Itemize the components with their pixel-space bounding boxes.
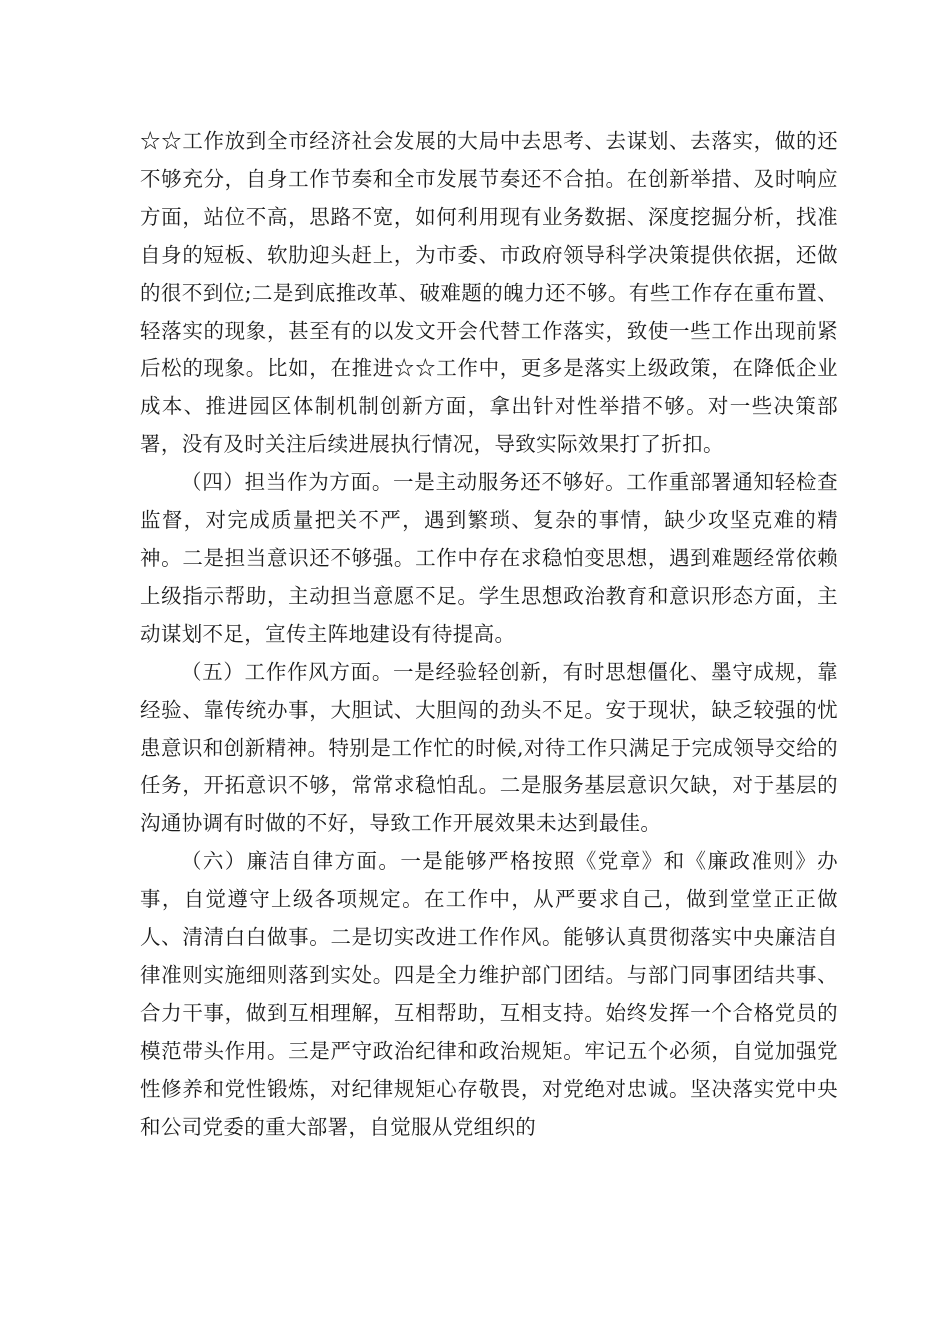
paragraph-continued: ☆☆工作放到全市经济社会发展的大局中去思考、去谋划、去落实，做的还不够充分，自身工作节奏和全市发展节奏还不合拍。在创新举措、及时响应方面，站位不高，思路不宽，如何利用现有业务数据、深度挖掘分析，找准自身的短板、软肋迎头赶上，为市委、市政府领导科学决策提供依据，还做的很不到位;二是到底推改革、破难题的魄力还不够。有些工作存在重布置、轻落实的现象，甚至有的以发文开会代替工作落实，致使一些工作出现前紧后松的现象。比如，在推进☆☆工作中，更多是落实上级政策，在降低企业成本、推进园区体制机制创新方面，拿出针对性举措不够。对一些决策部署，没有及时关注后续进展执行情况，导致实际效果打了折扣。 bbox=[140, 129, 838, 457]
paragraph-section-6: （六）廉洁自律方面。一是能够严格按照《党章》和《廉政准则》办事，自觉遵守上级各项规定。在工作中，从严要求自己，做到堂堂正正做人、清清白白做事。二是切实改进工作作风。能够认真贯彻落实中央廉洁自律准则实施细则落到实处。四是全力维护部门团结。与部门同事团结共事、合力干事，做到互相理解，互相帮助，互相支持。始终发挥一个合格党员的模范带头作用。三是严守政治纪律和政治规矩。牢记五个必须，自觉加强党性修养和党性锻炼，对纪律规矩心存敬畏，对党绝对忠诚。坚决落实党中央和公司党委的重大部署，自觉服从党组织的 bbox=[140, 849, 838, 1139]
paragraph-section-4: （四）担当作为方面。一是主动服务还不够好。工作重部署通知轻检查监督，对完成质量把关不严，遇到繁琐、复杂的事情，缺少攻坚克难的精神。二是担当意识还不够强。工作中存在求稳怕变思想，遇到难题经常依赖上级指示帮助，主动担当意愿不足。学生思想政治教育和意识形态方面，主动谋划不足，宣传主阵地建设有待提高。 bbox=[140, 470, 838, 646]
document-body bbox=[140, 123, 838, 1146]
paragraph-section-5: （五）工作作风方面。一是经验轻创新，有时思想僵化、墨守成规，靠经验、靠传统办事，大胆试、大胆闯的劲头不足。安于现状，缺乏较强的忧患意识和创新精神。特别是工作忙的时候,对待工作只满足于完成领导交给的任务，开拓意识不够，常常求稳怕乱。二是服务基层意识欠缺，对于基层的沟通协调有时做的不好，导致工作开展效果未达到最佳。 bbox=[140, 659, 838, 836]
